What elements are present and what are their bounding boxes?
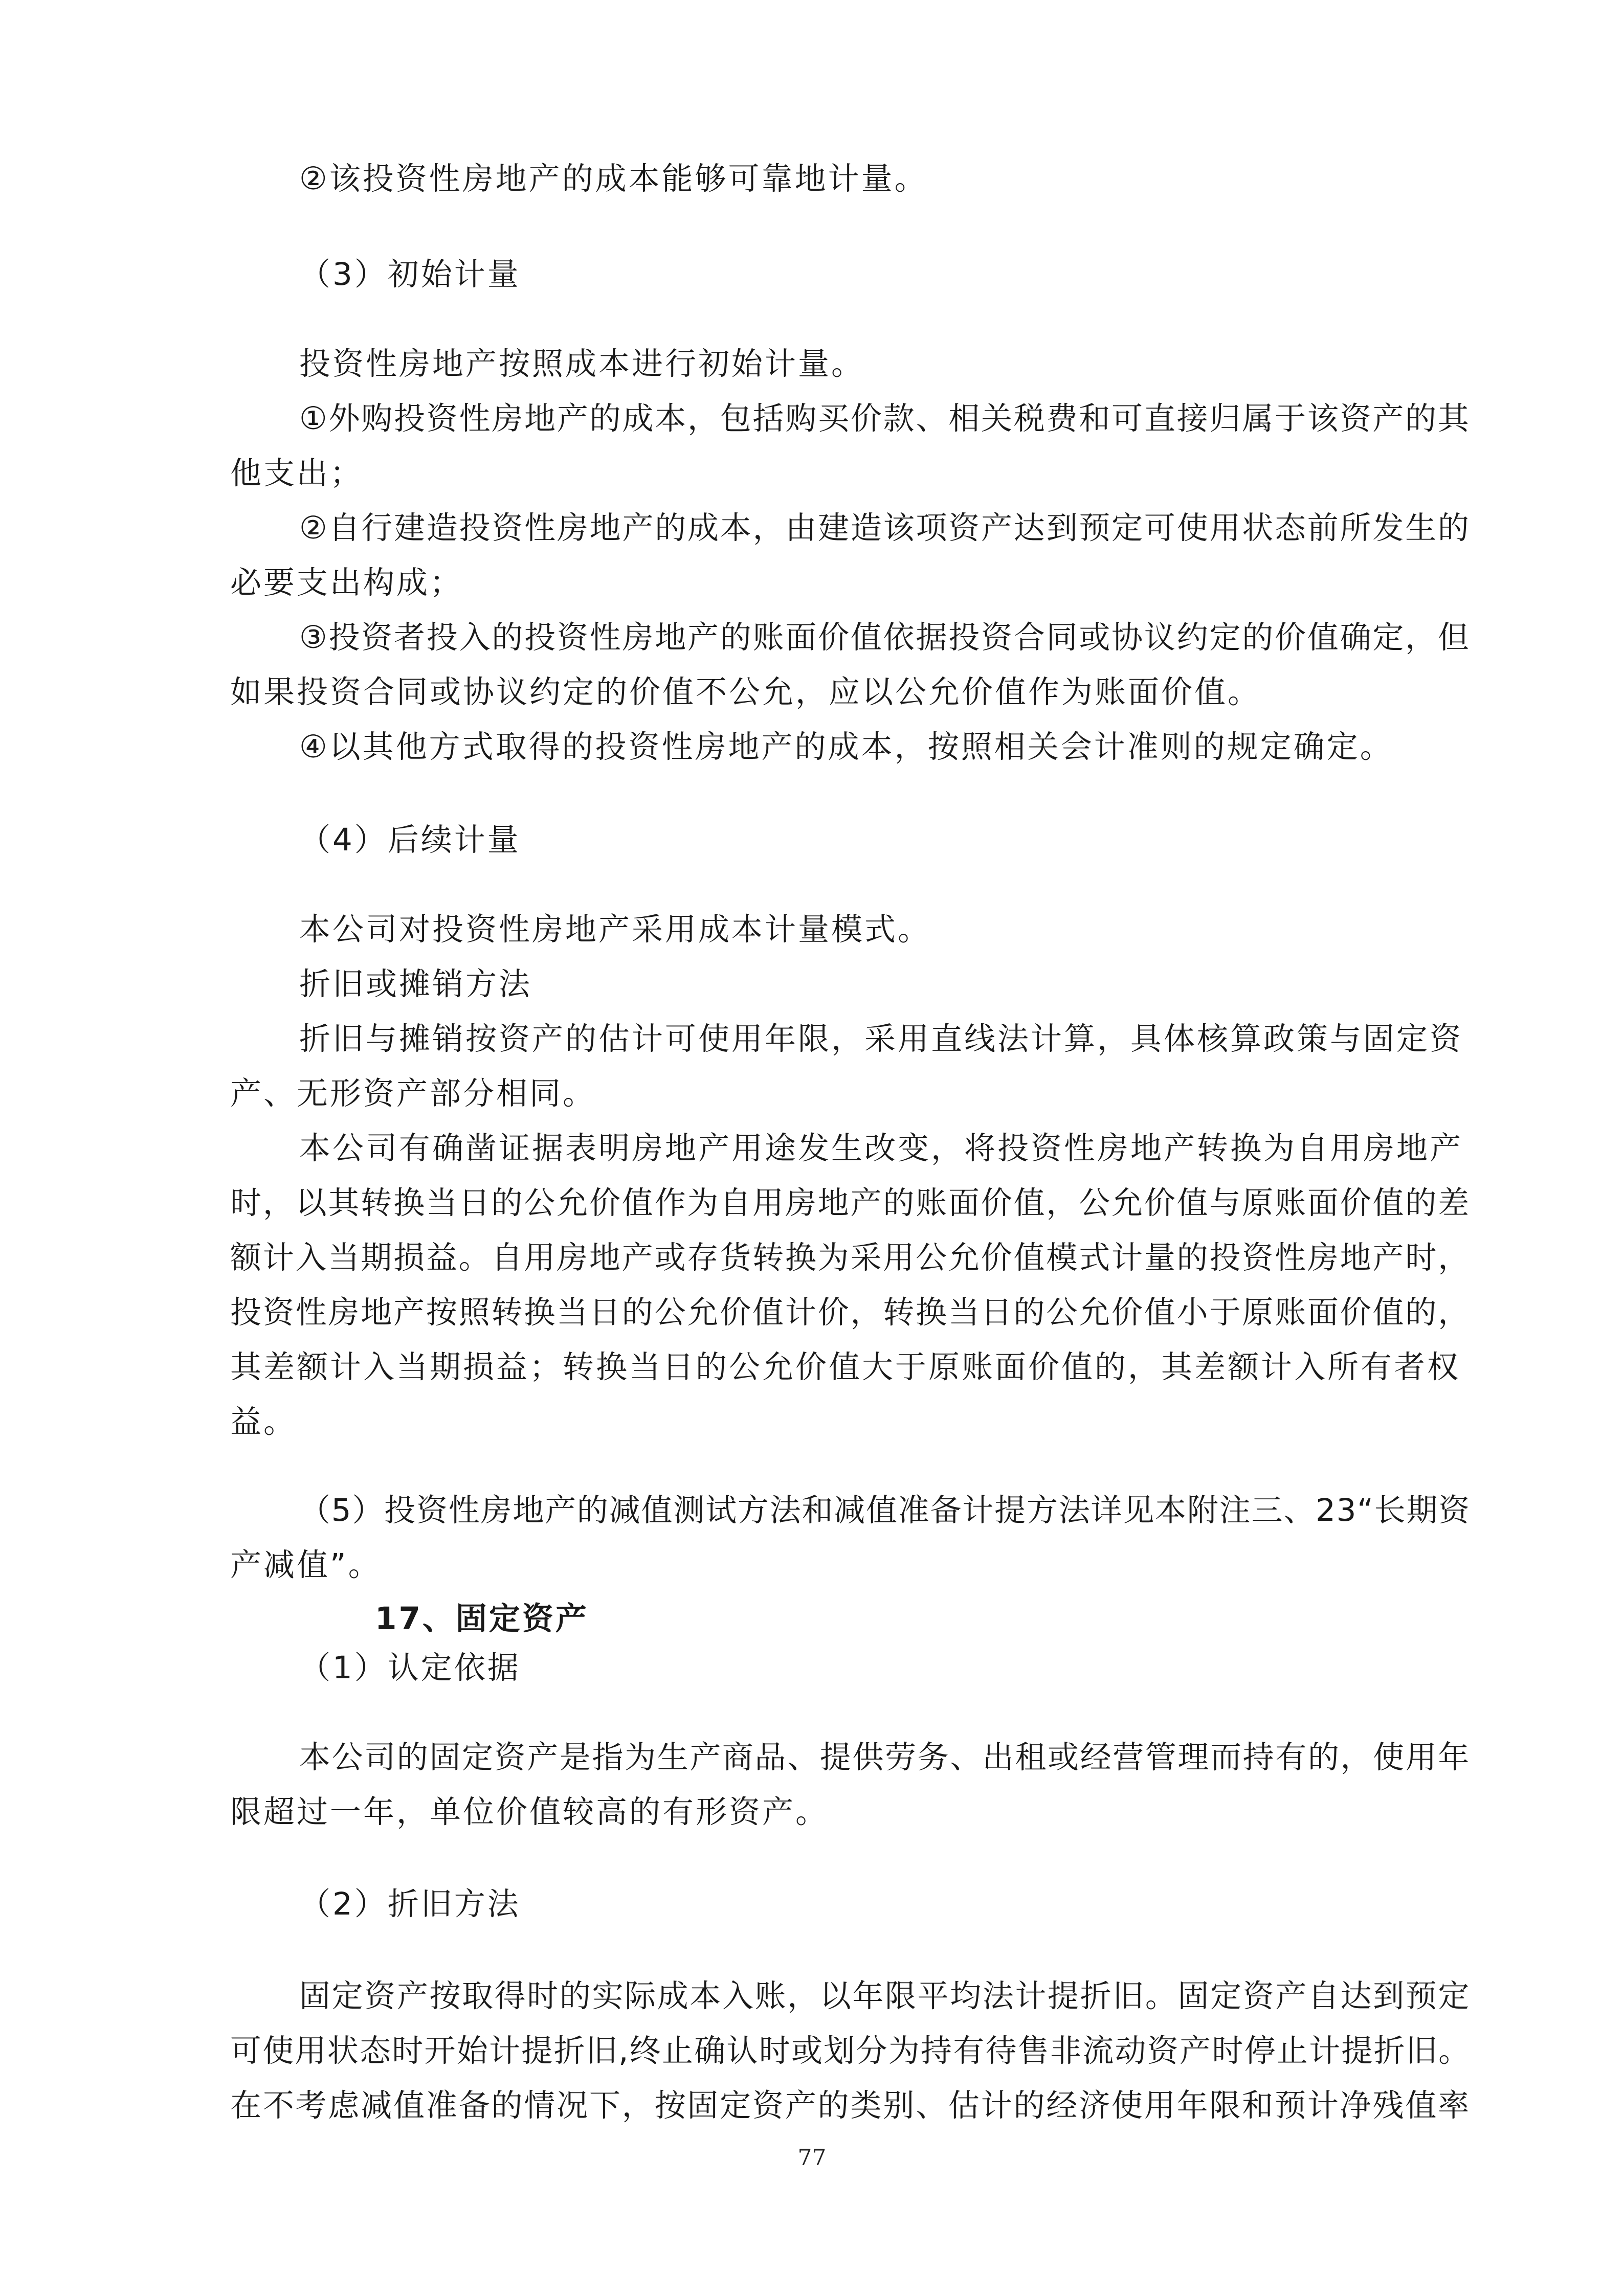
text-line: 如果投资合同或协议约定的价值不公允，应以公允价值作为账面价值。 [230, 674, 1261, 710]
text-line: ②自行建造投资性房地产的成本，由建造该项资产达到预定可使用状态前所发生的 [299, 510, 1471, 546]
section-subheading: （1）认定依据 [299, 1650, 521, 1686]
text-line: 限超过一年，单位价值较高的有形资产。 [230, 1794, 829, 1830]
text-line: 必要支出构成； [230, 565, 463, 601]
section-subheading: （3）初始计量 [299, 256, 521, 292]
text-line: 本公司有确凿证据表明房地产用途发生改变，将投资性房地产转换为自用房地产 [299, 1130, 1463, 1166]
section-subheading: （4）后续计量 [299, 822, 521, 858]
text-line: 益。 [230, 1404, 297, 1440]
section-subheading: （2）折旧方法 [299, 1886, 521, 1922]
text-line: ④以其他方式取得的投资性房地产的成本，按照相关会计准则的规定确定。 [299, 729, 1393, 765]
text-line: 投资性房地产按照成本进行初始计量。 [299, 346, 865, 382]
text-line: 折旧与摊销按资产的估计可使用年限，采用直线法计算，具体核算政策与固定资 [299, 1021, 1463, 1057]
text-line: 本公司对投资性房地产采用成本计量模式。 [299, 911, 931, 948]
text-line: ①外购投资性房地产的成本，包括购买价款、相关税费和可直接归属于该资产的其 [299, 400, 1471, 437]
text-line: ②该投资性房地产的成本能够可靠地计量。 [299, 161, 928, 197]
text-line: 额计入当期损益。自用房地产或存货转换为采用公允价值模式计量的投资性房地产时， [230, 1240, 1471, 1276]
text-line: 其差额计入当期损益；转换当日的公允价值大于原账面价值的，其差额计入所有者权 [230, 1349, 1461, 1385]
text-line: 投资性房地产按照转换当日的公允价值计价，转换当日的公允价值小于原账面价值的， [230, 1294, 1471, 1331]
text-line: 产、无形资产部分相同。 [230, 1075, 596, 1112]
text-line: 产减值”。 [230, 1547, 382, 1583]
text-line: 折旧或摊销方法 [299, 966, 532, 1002]
text-line: 本公司的固定资产是指为生产商品、提供劳务、出租或经营管理而持有的，使用年 [299, 1739, 1471, 1775]
text-line: 可使用状态时开始计提折旧,终止确认时或划分为持有待售非流动资产时停止计提折旧。 [230, 2033, 1471, 2069]
text-line: 时，以其转换当日的公允价值作为自用房地产的账面价值，公允价值与原账面价值的差 [230, 1185, 1471, 1221]
text-line: 在不考虑减值准备的情况下，按固定资产的类别、估计的经济使用年限和预计净残值率 [230, 2087, 1471, 2124]
text-line: ③投资者投入的投资性房地产的账面价值依据投资合同或协议约定的价值确定，但 [299, 619, 1471, 656]
text-line: 固定资产按取得时的实际成本入账，以年限平均法计提折旧。固定资产自达到预定 [299, 1978, 1471, 2014]
text-line: （5）投资性房地产的减值测试方法和减值准备计提方法详见本附注三、23“长期资 [299, 1492, 1471, 1528]
text-line: 他支出； [230, 455, 364, 491]
section-heading: 17、固定资产 [375, 1601, 589, 1637]
page-number: 77 [797, 2145, 827, 2171]
